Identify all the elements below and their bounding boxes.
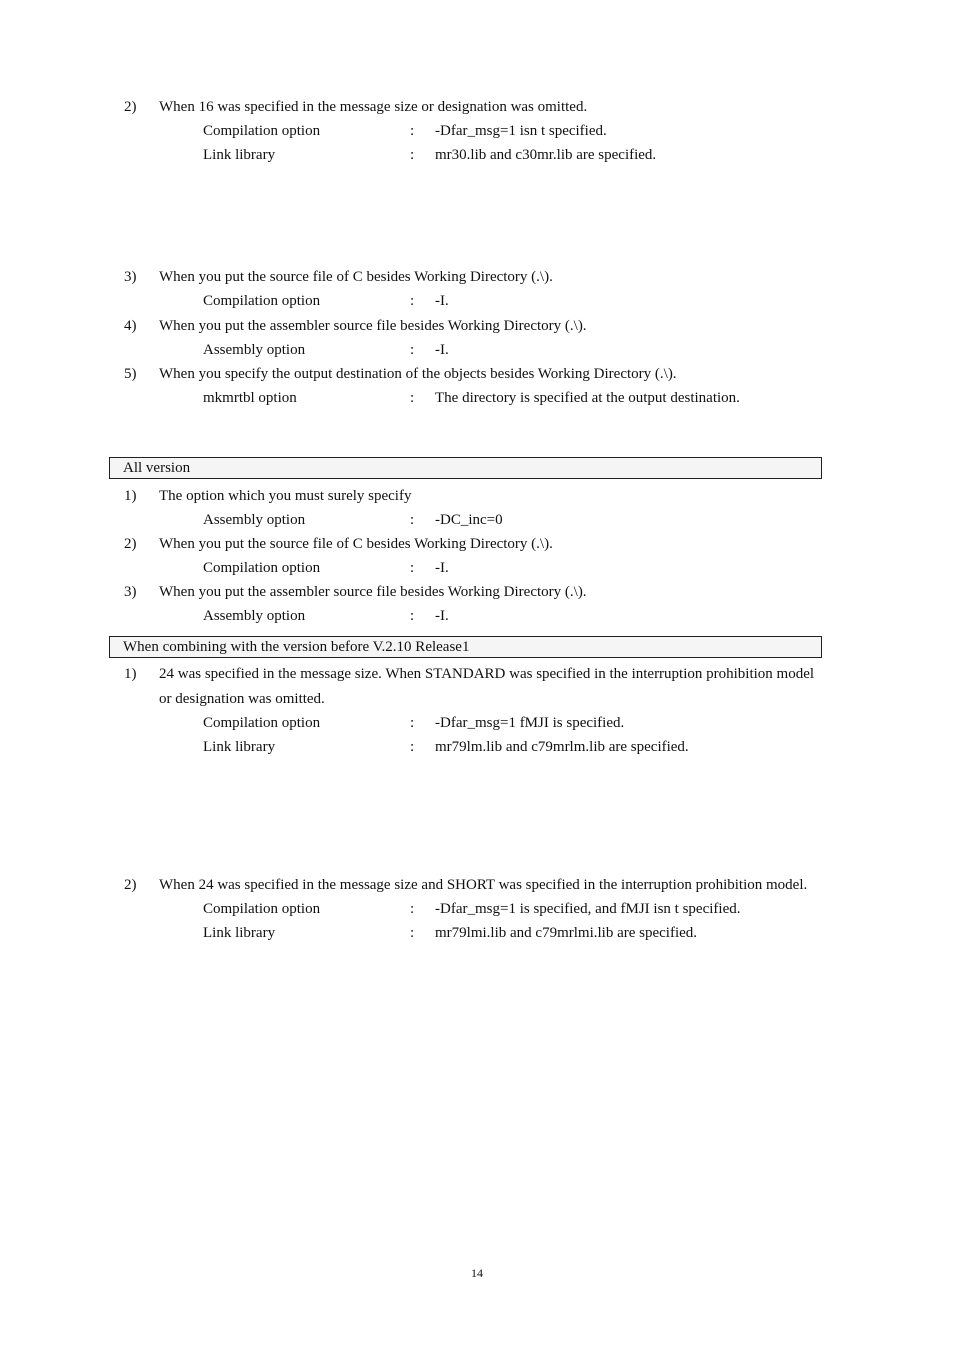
option-value: -Dfar_msg=1 is specified, and fMJI isn t specified. xyxy=(435,901,741,917)
option-label: Compilation option xyxy=(203,123,321,139)
option-value: mr30.lib and c30mr.lib are specified. xyxy=(435,147,657,163)
option-colon: : xyxy=(410,293,415,309)
item-number: 3) xyxy=(124,584,137,600)
item-number: 3) xyxy=(124,269,137,285)
option-value: -I. xyxy=(435,293,449,309)
section-header-label: When combining with the version before V.2.10 Release1 xyxy=(123,639,470,655)
section-header-all-version xyxy=(109,457,822,479)
item-text: When you specify the output destination of the objects besides Working Directory (.\). xyxy=(159,366,677,382)
option-label: Link library xyxy=(203,147,276,163)
option-value: -I. xyxy=(435,342,449,358)
option-value: mr79lm.lib and c79mrlm.lib are specified. xyxy=(435,739,689,755)
item-number: 4) xyxy=(124,318,137,334)
option-label: Compilation option xyxy=(203,560,321,576)
option-value: -DC_inc=0 xyxy=(435,512,503,528)
section-header-combining xyxy=(109,636,822,658)
option-label: Link library xyxy=(203,739,276,755)
option-colon: : xyxy=(410,147,415,163)
option-label: Assembly option xyxy=(203,512,306,528)
item-text: When you put the source file of C besides Working Directory (.\). xyxy=(159,536,553,552)
item-number: 2) xyxy=(124,99,137,115)
item-text: When 24 was specified in the message size and SHORT was specified in the interruption prohibition model. xyxy=(159,877,808,893)
option-colon: : xyxy=(410,512,415,528)
option-label: Link library xyxy=(203,925,276,941)
item-text: When you put the source file of C besides Working Directory (.\). xyxy=(159,269,553,285)
item-number: 2) xyxy=(124,536,137,552)
item-text: When you put the assembler source file besides Working Directory (.\). xyxy=(159,584,587,600)
option-value: mr79lmi.lib and c79mrlmi.lib are specified. xyxy=(435,925,698,941)
item-number: 1) xyxy=(124,488,137,504)
option-colon: : xyxy=(410,739,415,755)
option-value: The directory is specified at the output destination. xyxy=(435,390,740,406)
option-value: -I. xyxy=(435,608,449,624)
item-text: The option which you must surely specify xyxy=(159,488,412,504)
item-text: When 16 was specified in the message size or designation was omitted. xyxy=(159,99,588,115)
option-colon: : xyxy=(410,608,415,624)
option-label: mkmrtbl option xyxy=(203,390,297,406)
option-label: Compilation option xyxy=(203,715,321,731)
option-colon: : xyxy=(410,901,415,917)
option-colon: : xyxy=(410,390,415,406)
option-colon: : xyxy=(410,123,415,139)
option-colon: : xyxy=(410,715,415,731)
item-text-continued: or designation was omitted. xyxy=(159,691,325,707)
option-colon: : xyxy=(410,925,415,941)
option-label: Compilation option xyxy=(203,901,321,917)
option-value: -I. xyxy=(435,560,449,576)
section-header-label: All version xyxy=(123,460,191,476)
option-label: Compilation option xyxy=(203,293,321,309)
option-colon: : xyxy=(410,560,415,576)
item-number: 2) xyxy=(124,877,137,893)
option-value: -Dfar_msg=1 fMJI is specified. xyxy=(435,715,625,731)
option-value: -Dfar_msg=1 isn t specified. xyxy=(435,123,607,139)
item-text: When you put the assembler source file besides Working Directory (.\). xyxy=(159,318,587,334)
item-number: 5) xyxy=(124,366,137,382)
option-colon: : xyxy=(410,342,415,358)
item-number: 1) xyxy=(124,666,137,682)
page-number: 14 xyxy=(471,1266,483,1280)
item-text: 24 was specified in the message size. When STANDARD was specified in the interruption prohibition model xyxy=(159,666,815,682)
option-label: Assembly option xyxy=(203,342,306,358)
option-label: Assembly option xyxy=(203,608,306,624)
